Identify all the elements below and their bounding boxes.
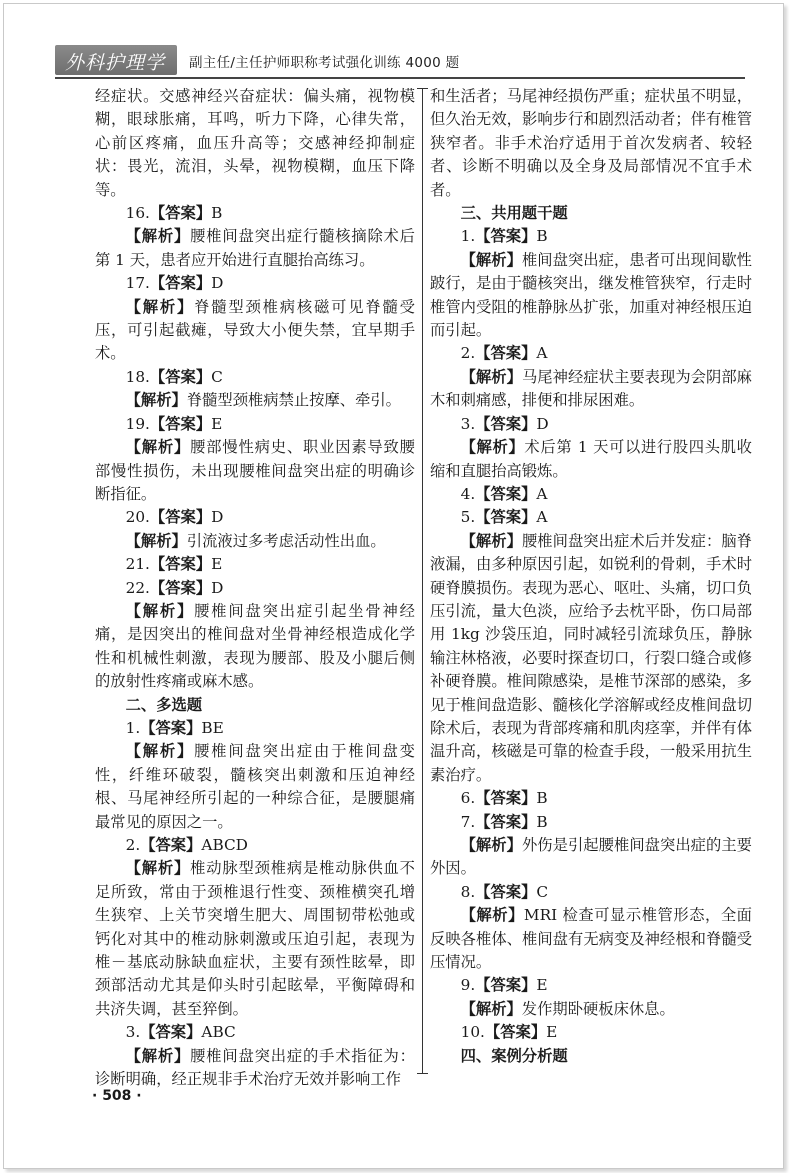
analysis-s2: [430, 366, 752, 413]
answer-value: C: [536, 882, 549, 901]
answer-value: A: [536, 508, 548, 527]
answer-value: E: [211, 555, 223, 574]
analysis-tag: 【解析】: [125, 391, 187, 410]
analysis-text: 腰椎间盘突出症行髓核摘除术后第 1 天，患者应开始进行直腿抬高练习。: [95, 227, 415, 269]
question-number: 3.: [460, 414, 476, 433]
answer-line-m2: [95, 834, 415, 857]
analysis-18: [95, 389, 415, 412]
answer-tag: 【答案】: [475, 414, 537, 433]
section-heading-shared-stem: 三、共用题干题: [460, 204, 568, 223]
analysis-tag: 【解析】: [125, 859, 191, 878]
answer-value: B: [211, 204, 223, 223]
answer-line-16: [95, 202, 415, 225]
answer-line-s9: [430, 974, 752, 997]
analysis-tag: 【解析】: [125, 601, 195, 620]
answer-tag: 【答案】: [475, 344, 537, 363]
question-number: 2.: [460, 344, 476, 363]
answer-line-s8: [430, 881, 752, 904]
analysis-m2: [95, 857, 415, 1021]
header-rule: [55, 77, 745, 79]
answer-line-m3: [95, 1021, 415, 1044]
answer-tag: 【答案】: [140, 718, 202, 737]
answer-tag: 【答案】: [475, 508, 537, 527]
question-number: 22.: [125, 578, 150, 597]
answer-tag: 【答案】: [149, 274, 212, 293]
answer-line-17: [95, 272, 415, 295]
analysis-s1: [430, 249, 752, 343]
answer-line-22: [95, 577, 415, 600]
analysis-tag: 【解析】: [460, 906, 524, 925]
answer-tag: 【答案】: [149, 414, 212, 433]
question-number: 6.: [460, 789, 476, 808]
answer-tag: 【答案】: [149, 204, 212, 223]
question-number: 1.: [460, 227, 476, 246]
answer-tag: 【答案】: [475, 882, 537, 901]
book-section-logo: [55, 45, 177, 75]
answer-tag: 【答案】: [140, 836, 202, 854]
answer-value: BE: [201, 718, 224, 737]
analysis-tag: 【解析】: [125, 742, 195, 761]
answer-line-s4: [430, 483, 752, 506]
analysis-tag: 【解析】: [460, 250, 522, 269]
analysis-text: 脊髓型颈椎病禁止按摩、牵引。: [186, 391, 401, 410]
left-column: [95, 85, 415, 1091]
answer-value: ABC: [201, 1023, 236, 1042]
analysis-text: 术后第 1 天可以进行股四头肌收缩和直腿抬高锻炼。: [430, 438, 752, 480]
answer-value: E: [536, 976, 548, 995]
answer-value: B: [536, 789, 548, 808]
question-number: 2.: [125, 836, 141, 854]
analysis-tag: 【解析】: [125, 297, 195, 316]
answer-value: D: [536, 414, 549, 433]
column-divider: [422, 88, 423, 1073]
analysis-s9: [430, 998, 752, 1021]
question-number: 3.: [125, 1023, 141, 1042]
analysis-tag: 【解析】: [460, 438, 525, 457]
analysis-17: [95, 296, 415, 366]
answer-line-s1: [430, 225, 752, 248]
analysis-tag: 【解析】: [460, 999, 522, 1018]
answer-line-s7: [430, 811, 752, 834]
analysis-text: 腰椎间盘突出症的手术指征为：诊断明确，经正规非手术治疗无效并影响工作: [95, 1046, 415, 1089]
section-heading-case-analysis: 四、案例分析题: [460, 1046, 568, 1065]
answer-line-s3: [430, 413, 752, 436]
question-number: 9.: [460, 976, 476, 995]
answer-line-s6: [430, 787, 752, 810]
analysis-s3: [430, 436, 752, 483]
answer-tag: 【答案】: [140, 1023, 202, 1042]
answer-line-21: [95, 553, 415, 576]
analysis-s5: [430, 530, 752, 787]
answer-line-s2: [430, 342, 752, 365]
answer-value: B: [536, 812, 548, 831]
right-column: [430, 85, 752, 1068]
answer-value: D: [211, 578, 224, 597]
answer-line-s10: [430, 1021, 752, 1044]
answer-tag: 【答案】: [484, 1023, 547, 1042]
answer-tag: 【答案】: [149, 555, 212, 574]
book-title: 副主任/主任护师职称考试强化训练 4000 题: [189, 55, 460, 71]
analysis-text: 外伤是引起腰椎间盘突出症的主要外因。: [430, 836, 752, 878]
analysis-20: [95, 530, 415, 553]
question-number: 21.: [125, 555, 150, 574]
answer-tag: 【答案】: [475, 976, 537, 995]
continued-text: 和生活者；马尾神经损伤严重；症状虽不明显，但久治无效，影响步行和剧烈活动者；伴有椎管狭窄者。非手术治疗适用于首次发病者、较轻者、诊断不明确以及全身及局部情况不宜手术者。: [430, 87, 752, 199]
question-number: 8.: [460, 882, 476, 901]
answer-tag: 【答案】: [475, 789, 537, 808]
section-heading-multiple-choice: 二、多选题: [125, 695, 203, 714]
analysis-text: 腰椎间盘突出症引起坐骨神经痛，是因突出的椎间盘对坐骨神经根造成化学性和机械性刺激，表现为腰部、股及小腿后侧的放射性疼痛或麻木感。: [95, 601, 415, 691]
answer-line-19: [95, 413, 415, 436]
question-number: 20.: [125, 508, 150, 527]
analysis-text: 马尾神经症状主要表现为会阴部麻木和刺痛感，排便和排尿困难。: [430, 367, 752, 410]
analysis-text: 椎间盘突出症，患者可出现间歇性跛行，是由于髓核突出，继发椎管狭窄，行走时椎管内受阻的椎静脉丛扩张，加重对神经根压迫而引起。: [430, 250, 752, 340]
question-number: 17.: [125, 274, 150, 293]
analysis-tag: 【解析】: [460, 367, 522, 386]
question-number: 1.: [125, 718, 141, 737]
answer-line-m1: [95, 717, 415, 740]
analysis-tag: 【解析】: [460, 836, 522, 854]
answer-tag: 【答案】: [149, 367, 212, 386]
analysis-19: [95, 436, 415, 506]
analysis-text: 腰椎间盘突出症由于椎间盘变性，纤维环破裂，髓核突出刺激和压迫神经根、马尾神经所引起的一种综合征，是腰腿痛最常见的原因之一。: [95, 742, 415, 831]
analysis-text: 腰部慢性病史、职业因素导致腰部慢性损伤，未出现腰椎间盘突出症的明确诊断指征。: [95, 438, 415, 503]
answer-value: A: [536, 484, 548, 503]
answer-value: A: [536, 344, 548, 363]
answer-value: D: [211, 508, 224, 527]
answer-line-18: [95, 366, 415, 389]
analysis-text: 椎动脉型颈椎病是椎动脉供血不足所致，常由于颈椎退行性变、颈椎横突孔增生狭窄、上关节突增生肥大、周围韧带松弛或钙化对其中的椎动脉刺激或压迫引起，表现为椎－基底动脉缺血症状，主要有颈性眩晕，即颈部活动尤其是仰头时引起眩晕，平衡障碍和共济失调，甚至猝倒。: [95, 859, 415, 1018]
analysis-tag: 【解析】: [125, 531, 187, 550]
analysis-tag: 【解析】: [125, 227, 191, 246]
analysis-text: 发作期卧硬板床休息。: [521, 999, 675, 1018]
column-divider-cap-bottom: [417, 1073, 428, 1074]
question-number: 16.: [125, 204, 150, 223]
question-number: 18.: [125, 367, 150, 386]
page-header: [55, 45, 745, 75]
answer-line-s5: [430, 506, 752, 529]
analysis-m1: [95, 740, 415, 834]
page-number: · 508 ·: [92, 1088, 142, 1104]
answer-tag: 【答案】: [149, 578, 212, 597]
answer-tag: 【答案】: [149, 508, 212, 527]
analysis-22: [95, 600, 415, 694]
answer-tag: 【答案】: [475, 812, 537, 831]
answer-value: B: [536, 227, 548, 246]
answer-value: D: [211, 274, 224, 293]
answer-value: C: [211, 367, 223, 386]
analysis-s7: [430, 834, 752, 881]
analysis-tag: 【解析】: [125, 438, 191, 457]
analysis-text: 脊髓型颈椎病核磁可见脊髓受压，可引起截瘫，导致大小便失禁，宜早期手术。: [95, 297, 415, 363]
answer-tag: 【答案】: [475, 484, 537, 503]
answer-tag: 【答案】: [475, 227, 537, 246]
analysis-16: [95, 225, 415, 272]
analysis-text: MRI 检查可显示椎管形态，全面反映各椎体、椎间盘有无病变及神经根和脊髓受压情况。: [430, 906, 752, 972]
question-number: 4.: [460, 484, 476, 503]
analysis-tag: 【解析】: [460, 531, 522, 550]
logo-text: 外科护理学: [65, 52, 166, 74]
analysis-tag: 【解析】: [125, 1046, 191, 1065]
question-number: 7.: [460, 812, 476, 831]
answer-value: E: [211, 414, 223, 433]
analysis-s8: [430, 904, 752, 974]
answer-value: ABCD: [201, 836, 248, 854]
question-number: 5.: [460, 508, 476, 527]
answer-line-20: [95, 506, 415, 529]
analysis-m3: [95, 1045, 415, 1092]
continued-text: 经症状。交感神经兴奋症状：偏头痛，视物模糊，眼球胀痛，耳鸣，听力下降，心律失常，心前区疼痛，血压升高等；交感神经抑制症状：畏光，流泪，头晕，视物模糊，血压下降等。: [95, 87, 415, 199]
analysis-text: 腰椎间盘突出症术后并发症：脑脊液漏，由多种原因引起，如锐利的骨刺，手术时硬脊膜损伤。表现为恶心、呕吐、头痛，切口负压引流，量大色淡，应给予去枕平卧，伤口局部用 1kg 沙袋压迫，同时减轻引流球负压，静脉输注林格液，必要时探查切口，行裂口缝合或修补硬脊膜。椎间隙感染，是椎节深部的感染，多见于椎间盘造影、髓核化学溶解或经皮椎间盘切除术后，表现为背部疼痛和肌肉痉挛，并伴有体温升高，核磁是可靠的检查手段，一般采用抗生素治疗。: [430, 531, 752, 784]
question-number: 19.: [125, 414, 150, 433]
question-number: 10.: [460, 1023, 485, 1042]
answer-value: E: [546, 1023, 558, 1042]
analysis-text: 引流液过多考虑活动性出血。: [186, 531, 386, 550]
